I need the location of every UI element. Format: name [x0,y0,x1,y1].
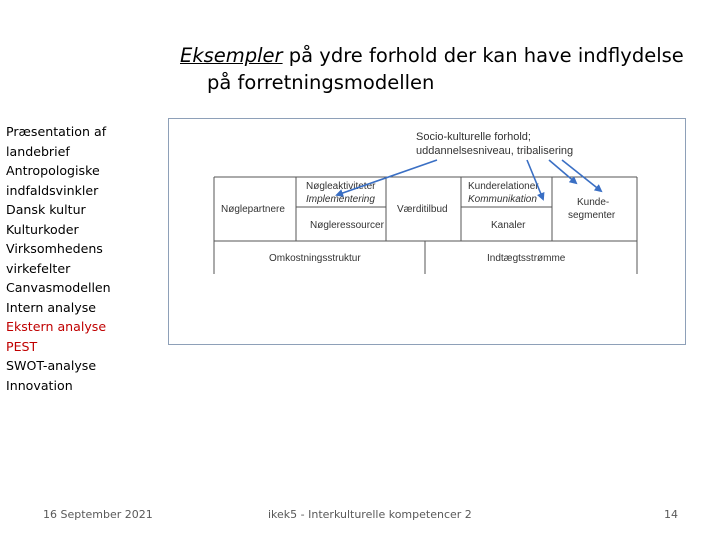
slide-title [180,42,700,96]
note-line-2: uddannelsesniveau, tribalisering [416,145,574,157]
sidebar-item: virkefelter [6,260,71,276]
sidebar-item: Canvasmodellen [6,280,111,295]
slide-title-line-1-rest: på ydre forhold der kan have indflydelse [282,44,684,67]
sidebar-item: landebrief [6,143,70,159]
sidebar-item: Ekstern analyse [6,319,107,334]
sidebar-item: Intern analyse [6,299,97,315]
sidebar-item: Kulturkoder [6,221,79,237]
cell-kunderelationer: Kunderelationer [468,181,539,192]
sidebar-item: PEST [6,338,38,354]
note-line-1: Socio-kulturelle forhold; [416,131,531,143]
slide-title-line-2: på forretningsmodellen [207,71,435,94]
sidebar-item: Antropologiske [6,163,100,178]
sidebar-item: Innovation [6,377,73,393]
slide-title-underlined: Eksempler [180,44,283,67]
cell-nogleaktiviteter: Nøgleaktiviteter [306,181,376,192]
sidebar-item: indfaldsvinkler [6,182,99,198]
arrow-to-kunderelationer [549,160,576,183]
cell-kanaler: Kanaler [491,220,526,231]
cell-noglepartnere: Nøglepartnere [221,204,285,215]
sidebar-item: SWOT-analyse [6,358,97,373]
cell-vaerditilbud: Værditilbud [397,204,448,215]
cell-indtaegtsstromme: Indtægtsstrømme [487,253,566,264]
footer-date: 16 September 2021 [43,508,153,521]
sidebar-item: Virksomhedens [6,241,103,256]
footer-page-number: 14 [664,508,678,521]
slide-title-line-1 [180,42,700,69]
cell-kundesegmenter-1: Kunde- [577,197,610,208]
sidebar-item: Dansk kultur [6,202,86,217]
business-model-canvas-figure [168,118,686,345]
cell-omkostningsstruktur: Omkostningsstruktur [269,253,361,264]
cell-implementering: Implementering [306,194,375,205]
cell-nogleressourcer: Nøgleressourcer [310,220,384,231]
cell-kommunikation: Kommunikation [468,194,537,205]
sidebar-item: Præsentation af [6,124,107,139]
sidebar-outline [6,122,156,395]
footer-course: ikek5 - Interkulturelle kompetencer 2 [268,508,472,521]
canvas-diagram [169,119,687,346]
cell-kundesegmenter-2: segmenter [568,210,616,221]
